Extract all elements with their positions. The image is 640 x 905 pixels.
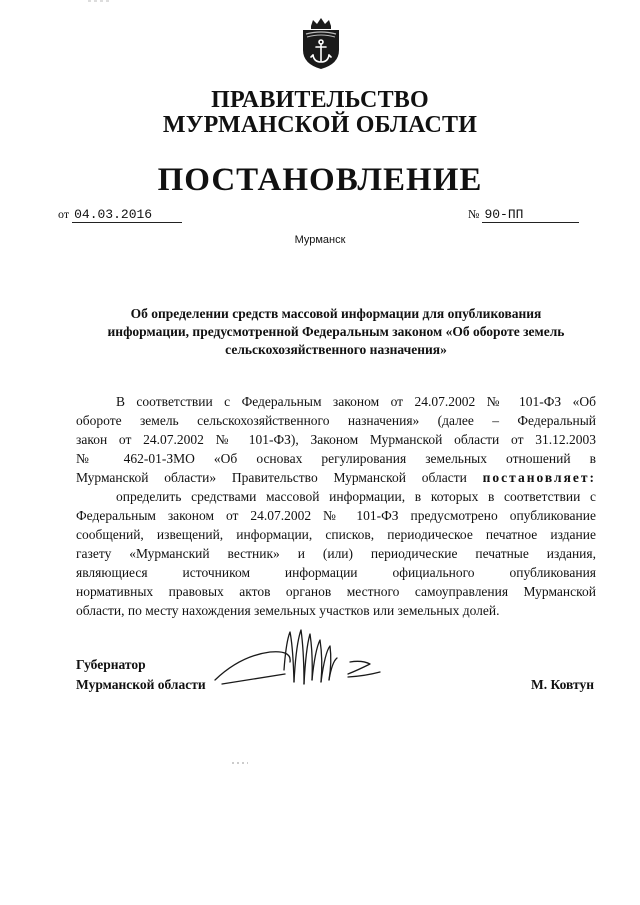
signer-position bbox=[76, 655, 206, 695]
body-line: нормативных правовых актов органов местного самоуправления Мурманской bbox=[76, 584, 596, 599]
body-line: В соответствии с Федеральным законом от 24.07.2002 № 101-ФЗ «Об bbox=[116, 394, 596, 409]
scan-artifact bbox=[232, 762, 248, 765]
document-body bbox=[76, 392, 596, 620]
number-prefix: № bbox=[468, 207, 480, 221]
title-line: сельскохозяйственного назначения» bbox=[225, 342, 447, 357]
body-line: определить средствами массовой информации, в которых в соответствии с bbox=[116, 489, 596, 504]
body-line: области, по месту нахождения земельных участков или земельных долей. bbox=[76, 603, 500, 618]
handwritten-signature bbox=[200, 622, 390, 697]
signer-position-line1: Губернатор bbox=[76, 657, 146, 672]
body-line: обороте земель сельскохозяйственного назначения» (далее – Федеральный bbox=[76, 413, 596, 428]
coat-of-arms-icon bbox=[300, 18, 342, 70]
document-number: 90-ПП bbox=[482, 208, 579, 223]
document-type-heading: ПОСТАНОВЛЕНИЕ bbox=[157, 162, 483, 198]
organization-name-line2: МУРМАНСКОЙ ОБЛАСТИ bbox=[162, 112, 478, 138]
body-line: Федеральным законом от 24.07.2002 № 101-ФЗ предусмотрено опубликование bbox=[76, 508, 596, 523]
title-line: Об определении средств массовой информации для опубликования bbox=[130, 306, 542, 321]
signer-position-line2: Мурманской области bbox=[76, 677, 206, 692]
document-date: 04.03.2016 bbox=[72, 208, 182, 223]
number-row bbox=[468, 206, 579, 223]
body-line: закон от 24.07.2002 № 101-ФЗ), Законом Мурманской области от 31.12.2003 bbox=[76, 432, 596, 447]
date-row bbox=[58, 206, 182, 223]
scan-artifact bbox=[88, 0, 112, 3]
body-line: № 462-01-ЗМО «Об основах регулирования земельных отношений в bbox=[76, 451, 596, 466]
document-title bbox=[76, 305, 596, 359]
city-name: Мурманск bbox=[294, 234, 346, 246]
body-line: сообщений, извещений, информации, списков, периодическое печатное издание bbox=[76, 527, 596, 542]
title-line: информации, предусмотренной Федеральным законом «Об обороте земель bbox=[107, 324, 565, 339]
body-line: газету «Мурманский вестник» и (или) периодические печатные издания, bbox=[76, 546, 596, 561]
date-prefix: от bbox=[58, 207, 70, 221]
signer-name: М. Ковтун bbox=[531, 677, 594, 692]
body-line: являющиеся источником информации официального опубликования bbox=[76, 565, 596, 580]
organization-name-line1: ПРАВИТЕЛЬСТВО bbox=[211, 87, 429, 113]
body-line bbox=[76, 468, 596, 487]
resolves-keyword: постановляет: bbox=[482, 470, 597, 485]
body-text-segment: Мурманской области» Правительство Мурманской области bbox=[76, 470, 467, 485]
